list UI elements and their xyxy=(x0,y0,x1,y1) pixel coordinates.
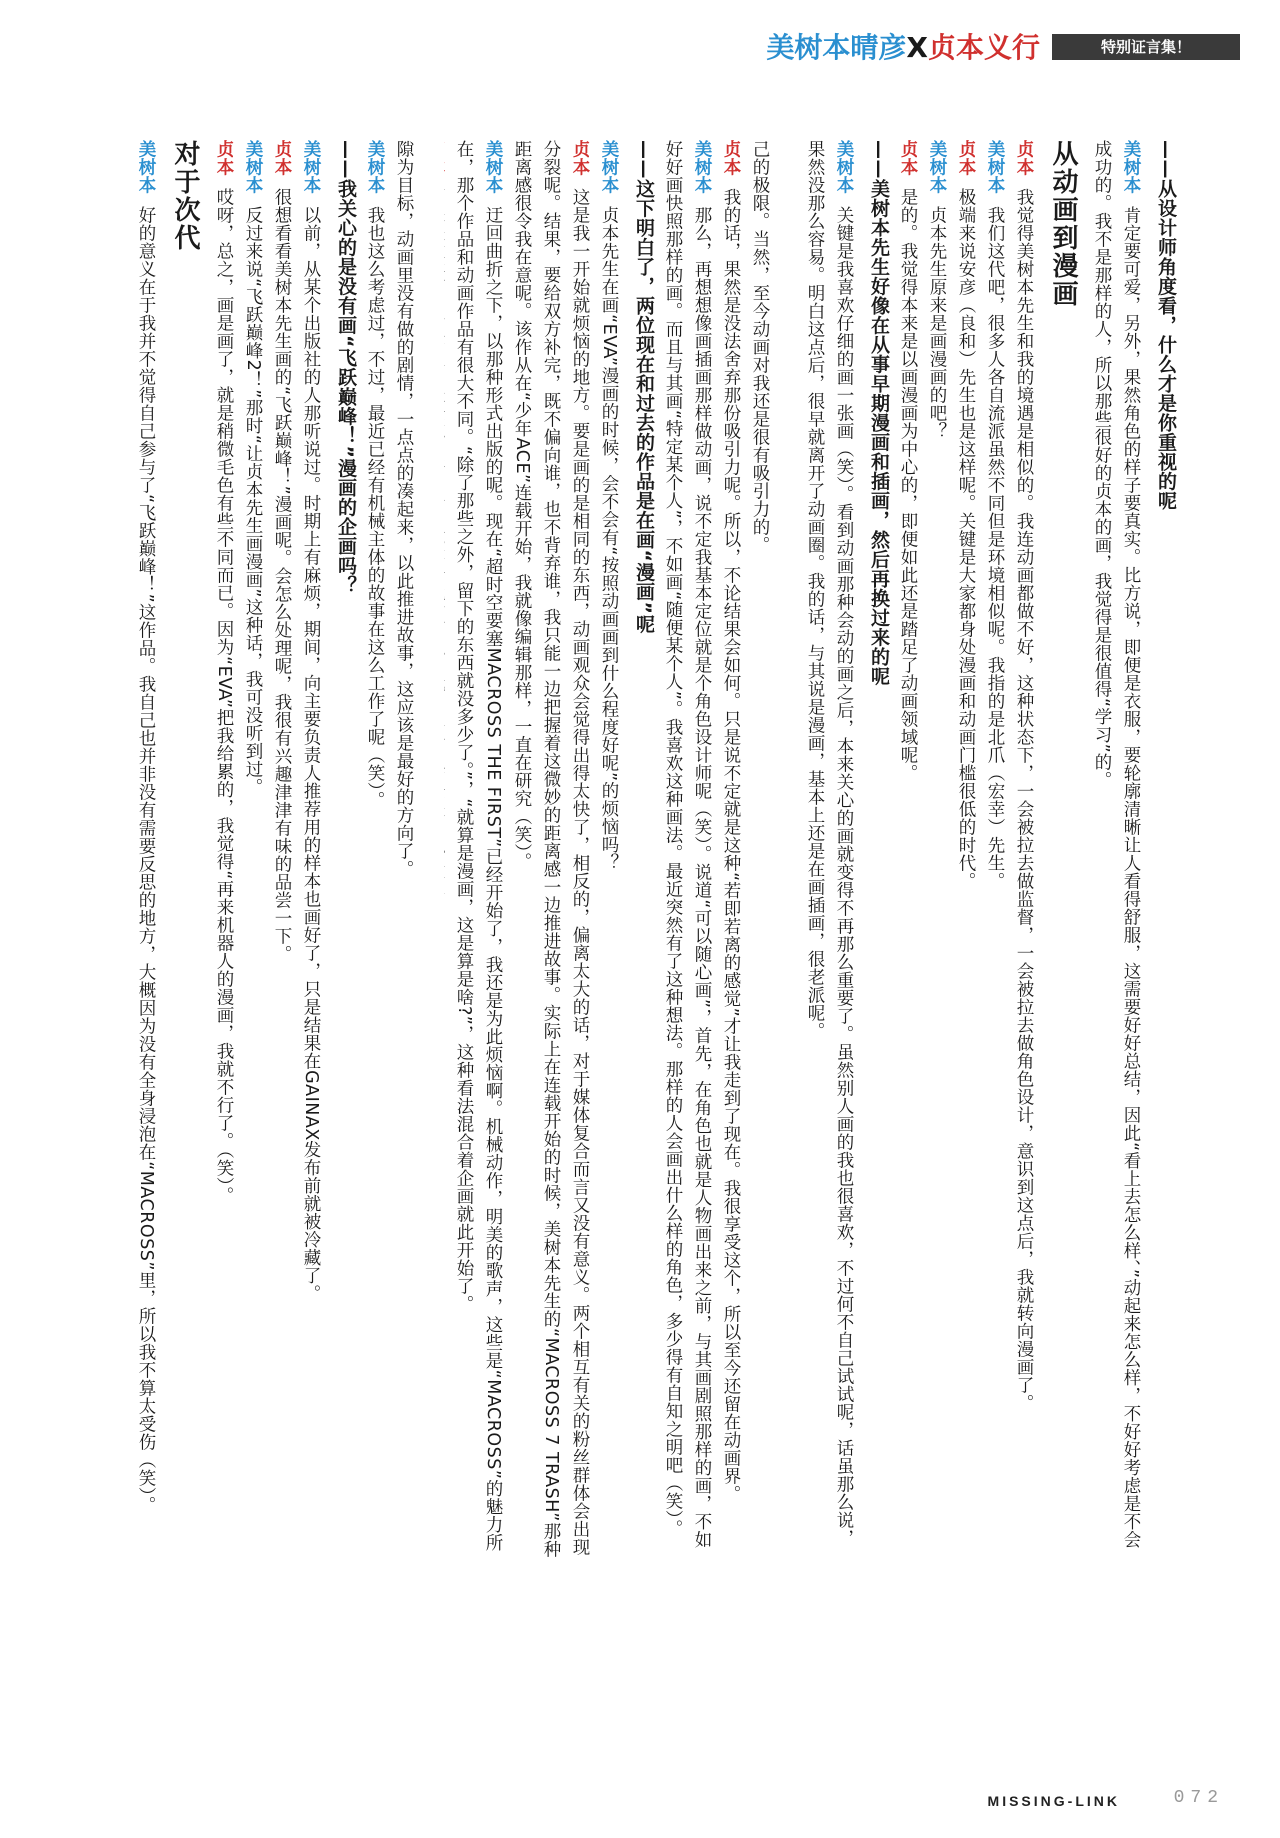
section-subheading: 对于次代 xyxy=(170,140,200,252)
speaker-label xyxy=(444,140,445,176)
paragraph: 美树本 迂回曲折之下，以那种形式出版的呢。现在“超时空要塞MACROSS THE FIRST”已经开始了，我还是为此烦恼啊。机械动作，明美的歌声，这些是“MACROSS”的魅力所在，那个作品和动画作品有很大不同。“除了那些之外，留下的东西就没多少了。”，“就算是漫画，这是算是啥?”，这种看法混合着企画就此开始了。 xyxy=(454,140,503,1552)
speaker-label: 美树本 xyxy=(243,140,263,194)
section-heading: —— 这下明白了，两位现在和过去的作品是在画“漫画”呢 xyxy=(629,140,658,1560)
paragraph: 美树本 那么，再想想像画插画那样做动画，说不定我基本定位就是个角色设计师呢（笑）。说道“可以随心画”，首先，在角色也就是人物画出来之前，与其画剧照那样的画，不如好好画快照那样的画。而且与其画“特定某个人”，不如画“随便某个人”。我喜欢这种画法。最近突然有了这种想法。那样的人会画出什么样的角色，多少得有自知之明吧（笑）。 xyxy=(663,140,712,1549)
speaker-label: 贞本 xyxy=(570,140,590,176)
article-column-2 xyxy=(444,140,774,1560)
paragraph: 美树本 反过来说“飞跃巅峰2！”那时“让贞本先生画漫画”这种话，我可没听到过。 xyxy=(243,140,263,796)
paragraph: 贞本 这是我一开始就烦恼的地方。要是画的是相同的东西，动画观众会觉得出得太快了，相反的，偏离太大的话，对于媒体复合而言又没有意义。两个相互有关的粉丝群体会出现分裂呢。结果，要给双方补完，既不偏向谁，也不背弃谁，我只能一边把握着这微妙的距离感一边推进故事。实际上在连载开始的时候，美树本先生的“MACROSS 7 TRASH”那种距离感很令我在意呢。该作从在“少年ACE”连载开始，我就像编辑那样，一直在研究（笑）。 xyxy=(512,140,590,1558)
paragraph: 美树本 关键是我喜欢仔细的画一张画（笑）。看到动画那种会动的画之后，本来关心的画就变得不再那么重要了。虽然别人画的我也很喜欢，不过何不自己试试呢，话虽那么说，果然没那么容易。明白这点后，很早就离开了动画圈。我的话，与其说是漫画，基本上还是在画插画，很老派呢。 xyxy=(805,140,854,1548)
paragraph: 贞本 极端来说安彦（良和）先生也是这样呢。关键是大家都身处漫画和动画门槛很低的时代。 xyxy=(956,140,976,891)
footer-brand: MISSING-LINK xyxy=(987,1793,1120,1809)
speaker-label: 贞本 xyxy=(721,140,741,176)
speaker-label: 美树本 xyxy=(692,140,712,194)
speaker-label: 美树本 xyxy=(834,140,854,194)
header-title xyxy=(766,26,1040,66)
article-column-1 xyxy=(800,140,1180,1560)
page-number: 072 xyxy=(1173,1788,1224,1808)
speaker-label: 美树本 xyxy=(927,140,947,194)
speaker-label: 美树本 xyxy=(136,140,156,194)
paragraph: 美树本 好的意义在于我并不觉得自己参与了“飞跃巅峰！”这作品。我自己也并非没有需要反思的地方，大概因为没有全身浸泡在“MACROSS”里，所以我不算太受伤（笑）。 xyxy=(136,140,156,1515)
paragraph: 美树本 以前，从某个出版社的人那听说过。时期上有麻烦，期间，向主要负责人推荐用的样本也画好了，只是结果在GAINAX发布前就被冷藏了。 xyxy=(301,140,321,1303)
speaker-label: 美树本 xyxy=(985,140,1005,194)
section-heading: —— 我关心的是没有画“飞跃巅峰！”漫画的企画吗？ xyxy=(331,140,360,1560)
speaker-label: 美树本 xyxy=(301,140,321,194)
speaker-label: 美树本 xyxy=(1121,140,1141,194)
paragraph: 美树本 我也这么考虑过，不过，最近已经有机械主体的故事在这么工作了呢（笑）。 xyxy=(365,140,385,810)
paragraph xyxy=(444,140,449,1560)
paragraph: 隙为目标，动画里没有做的剧情，一点点的凑起来，以此推进故事，这应该是最好的方向了。 xyxy=(394,140,414,878)
paragraph: 美树本 肯定要可爱，另外，果然角色的样子要真实。比方说，即便是衣服，要轮廓清晰让人看得舒服，这需要好好总结，因此“看上去怎么样、”动起来怎么样，不好好考虑是不会成功的。我不是那样的人，所以那些很好的贞本的画，我觉得是很值得“学习”的。 xyxy=(1092,140,1141,1549)
header-name-a: 美树本晴彦 xyxy=(766,31,907,64)
speaker-label: 贞本 xyxy=(1014,140,1034,176)
section-heading: —— 美树本先生好像在从事早期漫画和插画，然后再换过来的呢 xyxy=(864,140,893,1560)
header-badge: 特别证言集！ xyxy=(1052,34,1240,60)
paragraph: 美树本 贞本先生在画“EVA”漫画的时候，会不会有“按照动画画到什么程度好呢”的烦恼吗？ xyxy=(599,140,619,872)
speaker-label: 贞本 xyxy=(272,140,292,176)
header-name-b: 贞本义行 xyxy=(927,31,1040,64)
paragraph: 美树本 贞本先生原来是画漫画的吧？ xyxy=(927,140,947,441)
article-column-3 xyxy=(116,140,418,1560)
paragraph: 贞本 我的话，果然是没法舍弃那份吸引力呢。所以，不论结果会如何。只是说不定就是这种“若即若离的感觉”才让我走到了现在。我很享受这个，所以至今还留在动画界。 xyxy=(721,140,741,1504)
speaker-label: 美树本 xyxy=(599,140,619,194)
paragraph: 贞本 很想看看美树本先生画的“飞跃巅峰！”漫画呢。会怎么处理呢，我很有兴趣津津有味的品尝一下。 xyxy=(272,140,292,964)
paragraph: 贞本 是的。我觉得本来是以画漫画为中心的，即便如此还是踏足了动画领域呢。 xyxy=(898,140,918,783)
speaker-label: 美树本 xyxy=(365,140,385,194)
speaker-label: 贞本 xyxy=(898,140,918,176)
section-heading: —— 从设计师角度看，什么才是你重视的呢 xyxy=(1151,140,1180,1560)
paragraph: 贞本 哎呀，总之，画是画了，就是稍微毛色有些不同而已。因为“EVA”把我给累的，我觉得“再来机器人的漫画，我就不行了。（笑）。 xyxy=(214,140,234,1205)
paragraph: 美树本 我们这代吧，很多人各自流派虽然不同但是环境相似呢。我指的是北爪（宏幸）先生。 xyxy=(985,140,1005,891)
header-x: X xyxy=(906,31,928,64)
speaker-label: 美树本 xyxy=(483,140,503,194)
speaker-label: 贞本 xyxy=(956,140,976,176)
paragraph: 贞本 我觉得美树本先生和我的境遇是相似的。我连动画都做不好，这种状态下，一会被拉去做监督，一会被拉去做角色设计，意识到这点后，我就转向漫画了。 xyxy=(1014,140,1034,1413)
speaker-label: 贞本 xyxy=(214,140,234,176)
paragraph: 己的极限。当然，至今动画对我还是很有吸引力的。 xyxy=(750,140,770,554)
section-subheading: 从动画到漫画 xyxy=(1048,140,1078,308)
